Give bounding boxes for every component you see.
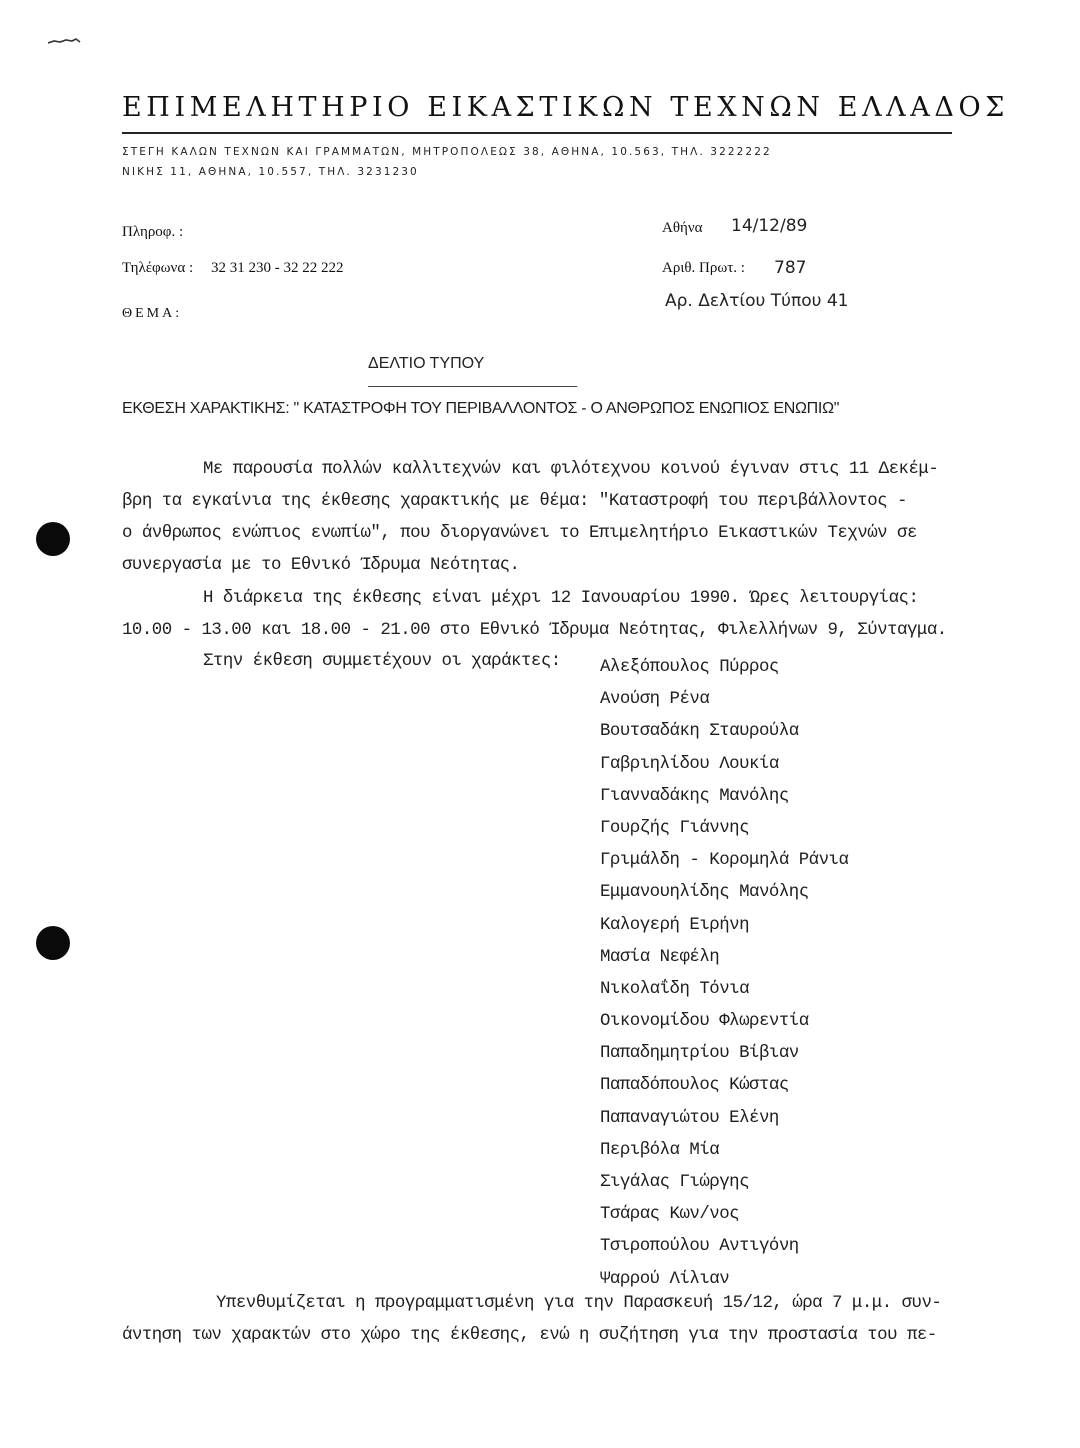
list-item: Τσιροπούλου Αντιγόνη — [600, 1237, 799, 1257]
press-release-number: Αρ. Δελτίου Τύπου 41 — [665, 291, 849, 311]
phones-value: 32 31 230 - 32 22 222 — [211, 260, 344, 276]
list-item: Νικολαΐδη Τόνια — [600, 979, 750, 999]
list-item: Παπαδόπουλος Κώστας — [600, 1076, 789, 1096]
list-item: Ψαρρού Λίλιαν — [600, 1269, 730, 1289]
document-date: 14/12/89 — [731, 216, 808, 236]
list-item: Οικονομίδου Φλωρεντία — [600, 1012, 809, 1032]
list-item: Σιγάλας Γιώργης — [600, 1173, 750, 1192]
list-item: Παπαδημητρίου Βίβιαν — [600, 1044, 799, 1064]
info-label: Πληροφ. : — [122, 224, 184, 240]
subject-label: ΘΕΜΑ: — [122, 306, 183, 321]
subject-line: ΕΚΘΕΣΗ ΧΑΡΑΚΤΙΚΗΣ: " ΚΑΤΑΣΤΡΟΦΗ ΤΟΥ ΠΕΡΙΒΑΛΛΟΝΤΟΣ - Ο ΑΝΘΡΩΠΟΣ ΕΝΩΠΙΟΣ ΕΝΩΠΙΩ" — [122, 400, 840, 417]
artists-list — [600, 652, 848, 1296]
paragraph-1-line-1: Με παρουσία πολλών καλλιτεχνών και φιλότεχνου κοινού έγιναν στις 11 Δεκέμ- — [203, 460, 939, 479]
address-line-2: ΝΙΚΗΣ 11, ΑΘΗΝΑ, 10.557, ΤΗΛ. 3231230 — [122, 166, 419, 178]
list-item: Γουρζής Γιάννης — [600, 818, 750, 838]
letterhead-rule — [122, 132, 952, 134]
list-item: Περιβόλα Μία — [600, 1140, 720, 1160]
list-item: Γριμάλδη - Κορομηλά Ράνια — [600, 851, 849, 871]
paragraph-1-line-3: ο άνθρωπος ενώπιος ενωπίω", που διοργανώνει το Επιμελητήριο Εικαστικών Τεχνών σε — [122, 524, 917, 543]
paragraph-2-line-2: 10.00 - 13.00 και 18.00 - 21.00 στο Εθνικό Ίδρυμα Νεότητας, Φιλελλήνων 9, Σύνταγμα. — [122, 621, 947, 640]
paragraph-4-line-2: άντηση των χαρακτών στο χώρο της έκθεσης, ενώ η συζήτηση για την προστασία του πε- — [122, 1326, 937, 1345]
paragraph-2-line-1: Η διάρκεια της έκθεσης είναι μέχρι 12 Ιανουαρίου 1990. Ώρες λειτουργίας: — [203, 589, 919, 608]
paragraph-4-line-1: Υπενθυμίζεται η προγραμματισμένη για την Παρασκευή 15/12, ώρα 7 μ.μ. συν- — [216, 1294, 942, 1313]
list-item: Μασία Νεφέλη — [600, 947, 720, 967]
phones-label: Τηλέφωνα : — [122, 260, 194, 276]
paragraph-1-line-4: συνεργασία με το Εθνικό Ίδρυμα Νεότητας. — [122, 556, 520, 575]
title-underline: _____________________ — [368, 372, 577, 391]
city-label: Αθήνα — [662, 220, 703, 236]
protocol-label: Αριθ. Πρωτ. : — [662, 260, 745, 276]
list-item: Γιανναδάκης Μανόλης — [600, 786, 789, 806]
protocol-number: 787 — [774, 258, 807, 278]
press-release-title — [368, 355, 577, 391]
paragraph-1-line-2: βρη τα εγκαίνια της έκθεσης χαρακτικής με θέμα: "Καταστροφή του περιβάλλοντος - — [122, 492, 907, 511]
scan-speck-mark — [48, 38, 82, 44]
punch-hole-top — [36, 522, 70, 556]
list-item: Γαβριηλίδου Λουκία — [600, 754, 779, 774]
punch-hole-bottom — [36, 926, 70, 960]
list-item: Εμμανουηλίδης Μανόλης — [600, 883, 809, 903]
list-item: Αλεξόπουλος Πύρρος — [600, 658, 779, 677]
address-line-1: ΣΤΕΓΗ ΚΑΛΩΝ ΤΕΧΝΩΝ ΚΑΙ ΓΡΑΜΜΑΤΩΝ, ΜΗΤΡΟΠΟΛΕΩΣ 38, ΑΘΗΝΑ, 10.563, ΤΗΛ. 3222222 — [122, 146, 772, 158]
list-item: Τσάρας Κων/νος — [600, 1205, 740, 1225]
list-item: Παπαναγιώτου Ελένη — [600, 1108, 779, 1128]
list-item: Ανούση Ρένα — [600, 690, 710, 710]
participants-intro: Στην έκθεση συμμετέχουν οι χαράκτες: — [203, 652, 561, 671]
title-text: ΔΕΛΤΙΟ ΤΥΠΟΥ — [368, 355, 485, 372]
list-item: Καλογερή Ειρήνη — [600, 915, 750, 935]
list-item: Βουτσαδάκη Σταυρούλα — [600, 722, 799, 742]
organization-name: ΕΠΙΜΕΛΗΤΗΡΙΟ ΕΙΚΑΣΤΙΚΩΝ ΤΕΧΝΩΝ ΕΛΛΑΔΟΣ — [122, 92, 1009, 123]
